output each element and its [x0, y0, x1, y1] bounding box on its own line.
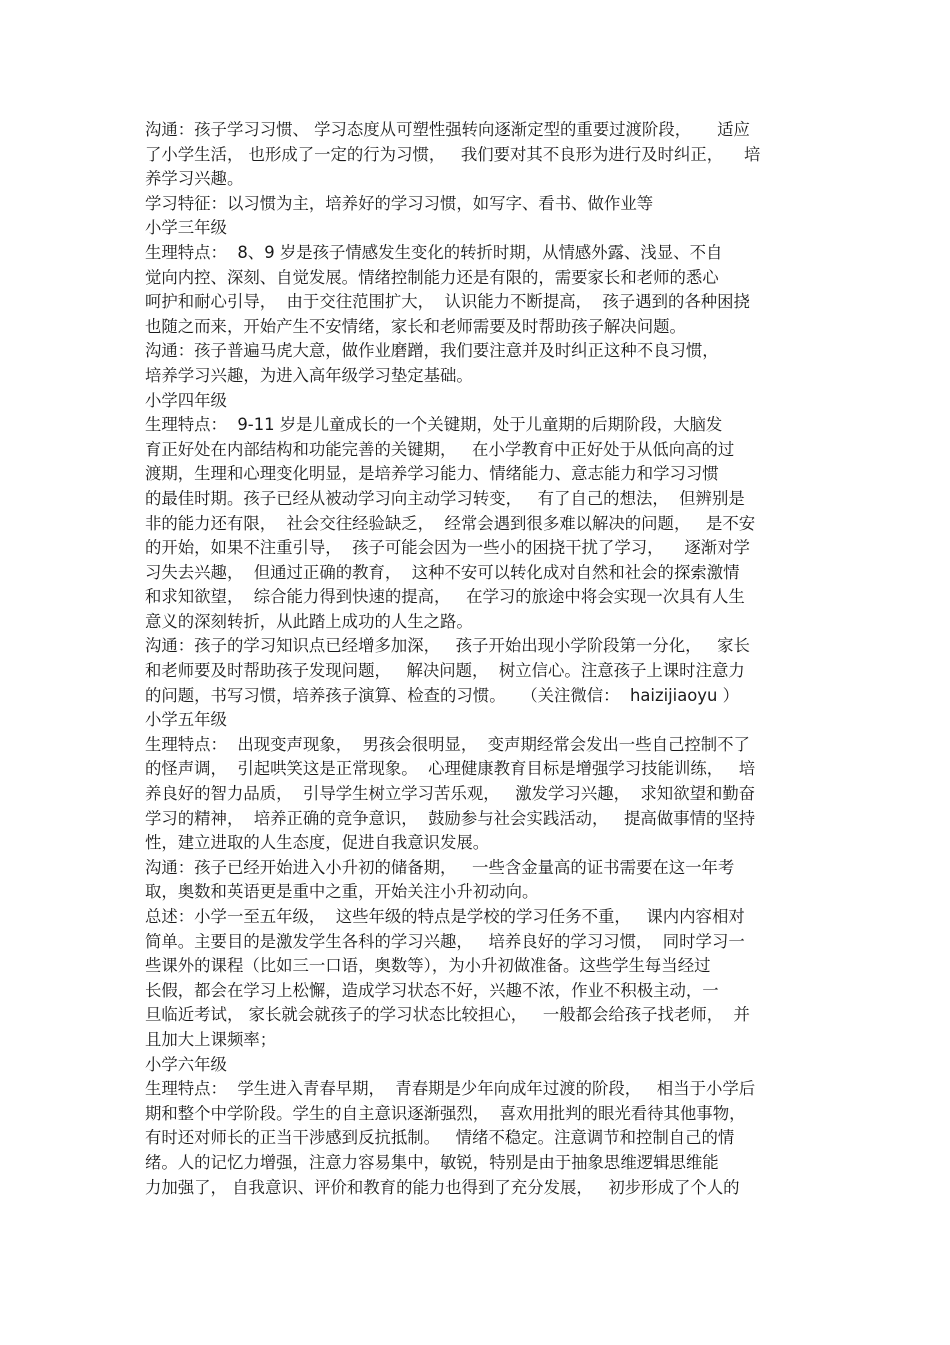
text-line: 呵护和耐心引导， 由于交往范围扩大， 认识能力不断提高， 孩子遇到的各种困挠	[145, 292, 750, 312]
text-line: 了小学生活， 也形成了一定的行为习惯， 我们要对其不良形为进行及时纠正， 培	[145, 144, 761, 164]
text-line: 非的能力还有限， 社会交往经验缺乏， 经常会遇到很多难以解决的问题， 是不安	[145, 513, 756, 533]
text-line: 也随之而来，开始产生不安情绪，家长和老师需要及时帮助孩子解决问题。	[145, 316, 686, 336]
text-line: 的最佳时期。孩子已经从被动学习向主动学习转变， 有了自己的想法， 但辨别是	[145, 488, 745, 508]
text-line: 绪。人的记忆力增强，注意力容易集中，敏锐，特别是由于抽象思维逻辑思维能	[145, 1152, 719, 1172]
text-line: 渡期，生理和心理变化明显，是培养学习能力、情绪能力、意志能力和学习习惯	[145, 464, 719, 484]
text-line: 简单。主要目的是激发学生各科的学习兴趣， 培养良好的学习习惯， 同时学习一	[145, 931, 745, 951]
text-line: 沟通：孩子的学习知识点已经增多加深， 孩子开始出现小学阶段第一分化， 家长	[145, 636, 750, 656]
document-body	[145, 118, 810, 1200]
text-line: 小学六年级	[145, 1054, 227, 1074]
text-line: 力加强了， 自我意识、评价和教育的能力也得到了充分发展， 初步形成了个人的	[145, 1177, 740, 1197]
text-line: 沟通：孩子学习习惯、 学习态度从可塑性强转向逐渐定型的重要过渡阶段， 适应	[145, 120, 750, 139]
text-line: 小学三年级	[145, 218, 227, 238]
text-line: 的开始，如果不注重引导， 孩子可能会因为一些小的困挠干扰了学习， 逐渐对学	[145, 538, 750, 558]
text-line: 些课外的课程（比如三一口语，奥数等），为小升初做准备。这些学生每当经过	[145, 956, 711, 976]
text-line: 且加大上课频率；	[145, 1029, 277, 1049]
text-line: 学习特征：以习惯为主，培养好的学习习惯，如写字、看书、做作业等	[145, 193, 654, 213]
text-line: 的问题，书写习惯，培养孩子演算、检查的习惯。 （关注微信： haizijiaoyu ）	[145, 685, 739, 705]
text-line: 生理特点： 出现变声现象， 男孩会很明显， 变声期经常会发出一些自己控制不了	[145, 734, 750, 754]
text-line: 和求知欲望， 综合能力得到快速的提高， 在学习的旅途中将会实现一次具有人生	[145, 587, 745, 607]
text-line: 培养学习兴趣，为进入高年级学习垫定基础。	[145, 365, 473, 385]
text-line: 性，建立进取的人生态度，促进自我意识发展。	[145, 833, 490, 853]
text-line: 生理特点： 学生进入青春早期， 青春期是少年向成年过渡的阶段， 相当于小学后	[145, 1079, 756, 1099]
text-line: 养学习兴趣。	[145, 169, 244, 189]
text-line: 小学四年级	[145, 390, 227, 410]
text-line: 生理特点： 8、9 岁是孩子情感发生变化的转折时期，从情感外露、浅显、不自	[145, 242, 723, 262]
text-line: 小学五年级	[145, 710, 227, 730]
text-line: 取，奥数和英语更是重中之重，开始关注小升初动向。	[145, 882, 539, 902]
text-line: 学习的精神， 培养正确的竞争意识， 鼓励参与社会实践活动， 提高做事情的坚持	[145, 808, 756, 828]
text-line: 生理特点： 9-11 岁是儿童成长的一个关键期，处于儿童期的后期阶段，大脑发	[145, 415, 723, 435]
text-line: 期和整个中学阶段。学生的自主意识逐渐强烈， 喜欢用批判的眼光看待其他事物，	[145, 1103, 746, 1123]
text-line: 养良好的智力品质， 引导学生树立学习苦乐观， 激发学习兴趣， 求知欲望和勤奋	[145, 784, 756, 804]
text-line: 习失去兴趣， 但通过正确的教育， 这种不安可以转化成对自然和社会的探索激情	[145, 562, 740, 582]
text-line: 沟通：孩子已经开始进入小升初的储备期， 一些含金量高的证书需要在这一年考	[145, 857, 735, 877]
text-line: 和老师要及时帮助孩子发现问题， 解决问题， 树立信心。注意孩子上课时注意力	[145, 661, 745, 681]
text-line: 意义的深刻转折，从此踏上成功的人生之路。	[145, 611, 473, 631]
text-line: 的怪声调， 引起哄笑这是正常现象。 心理健康教育目标是增强学习技能训练， 培	[145, 759, 756, 779]
text-line: 育正好处在内部结构和功能完善的关键期， 在小学教育中正好处于从低向高的过	[145, 439, 735, 459]
text-line: 旦临近考试， 家长就会就孩子的学习状态比较担心， 一般都会给孩子找老师， 并	[145, 1005, 750, 1025]
text-line: 有时还对师长的正当干涉感到反抗抵制。 情绪不稳定。注意调节和控制自己的情	[145, 1128, 735, 1148]
text-line: 觉向内控、深刻、自觉发展。情绪控制能力还是有限的，需要家长和老师的悉心	[145, 267, 719, 287]
text-line: 沟通：孩子普遍马虎大意，做作业磨蹭，我们要注意并及时纠正这种不良习惯，	[145, 341, 719, 361]
text-line: 总述：小学一至五年级， 这些年级的特点是学校的学习任务不重， 课内内容相对	[145, 907, 745, 926]
text-line: 长假，都会在学习上松懈，造成学习状态不好，兴趣不浓，作业不积极主动，一	[145, 980, 719, 1000]
